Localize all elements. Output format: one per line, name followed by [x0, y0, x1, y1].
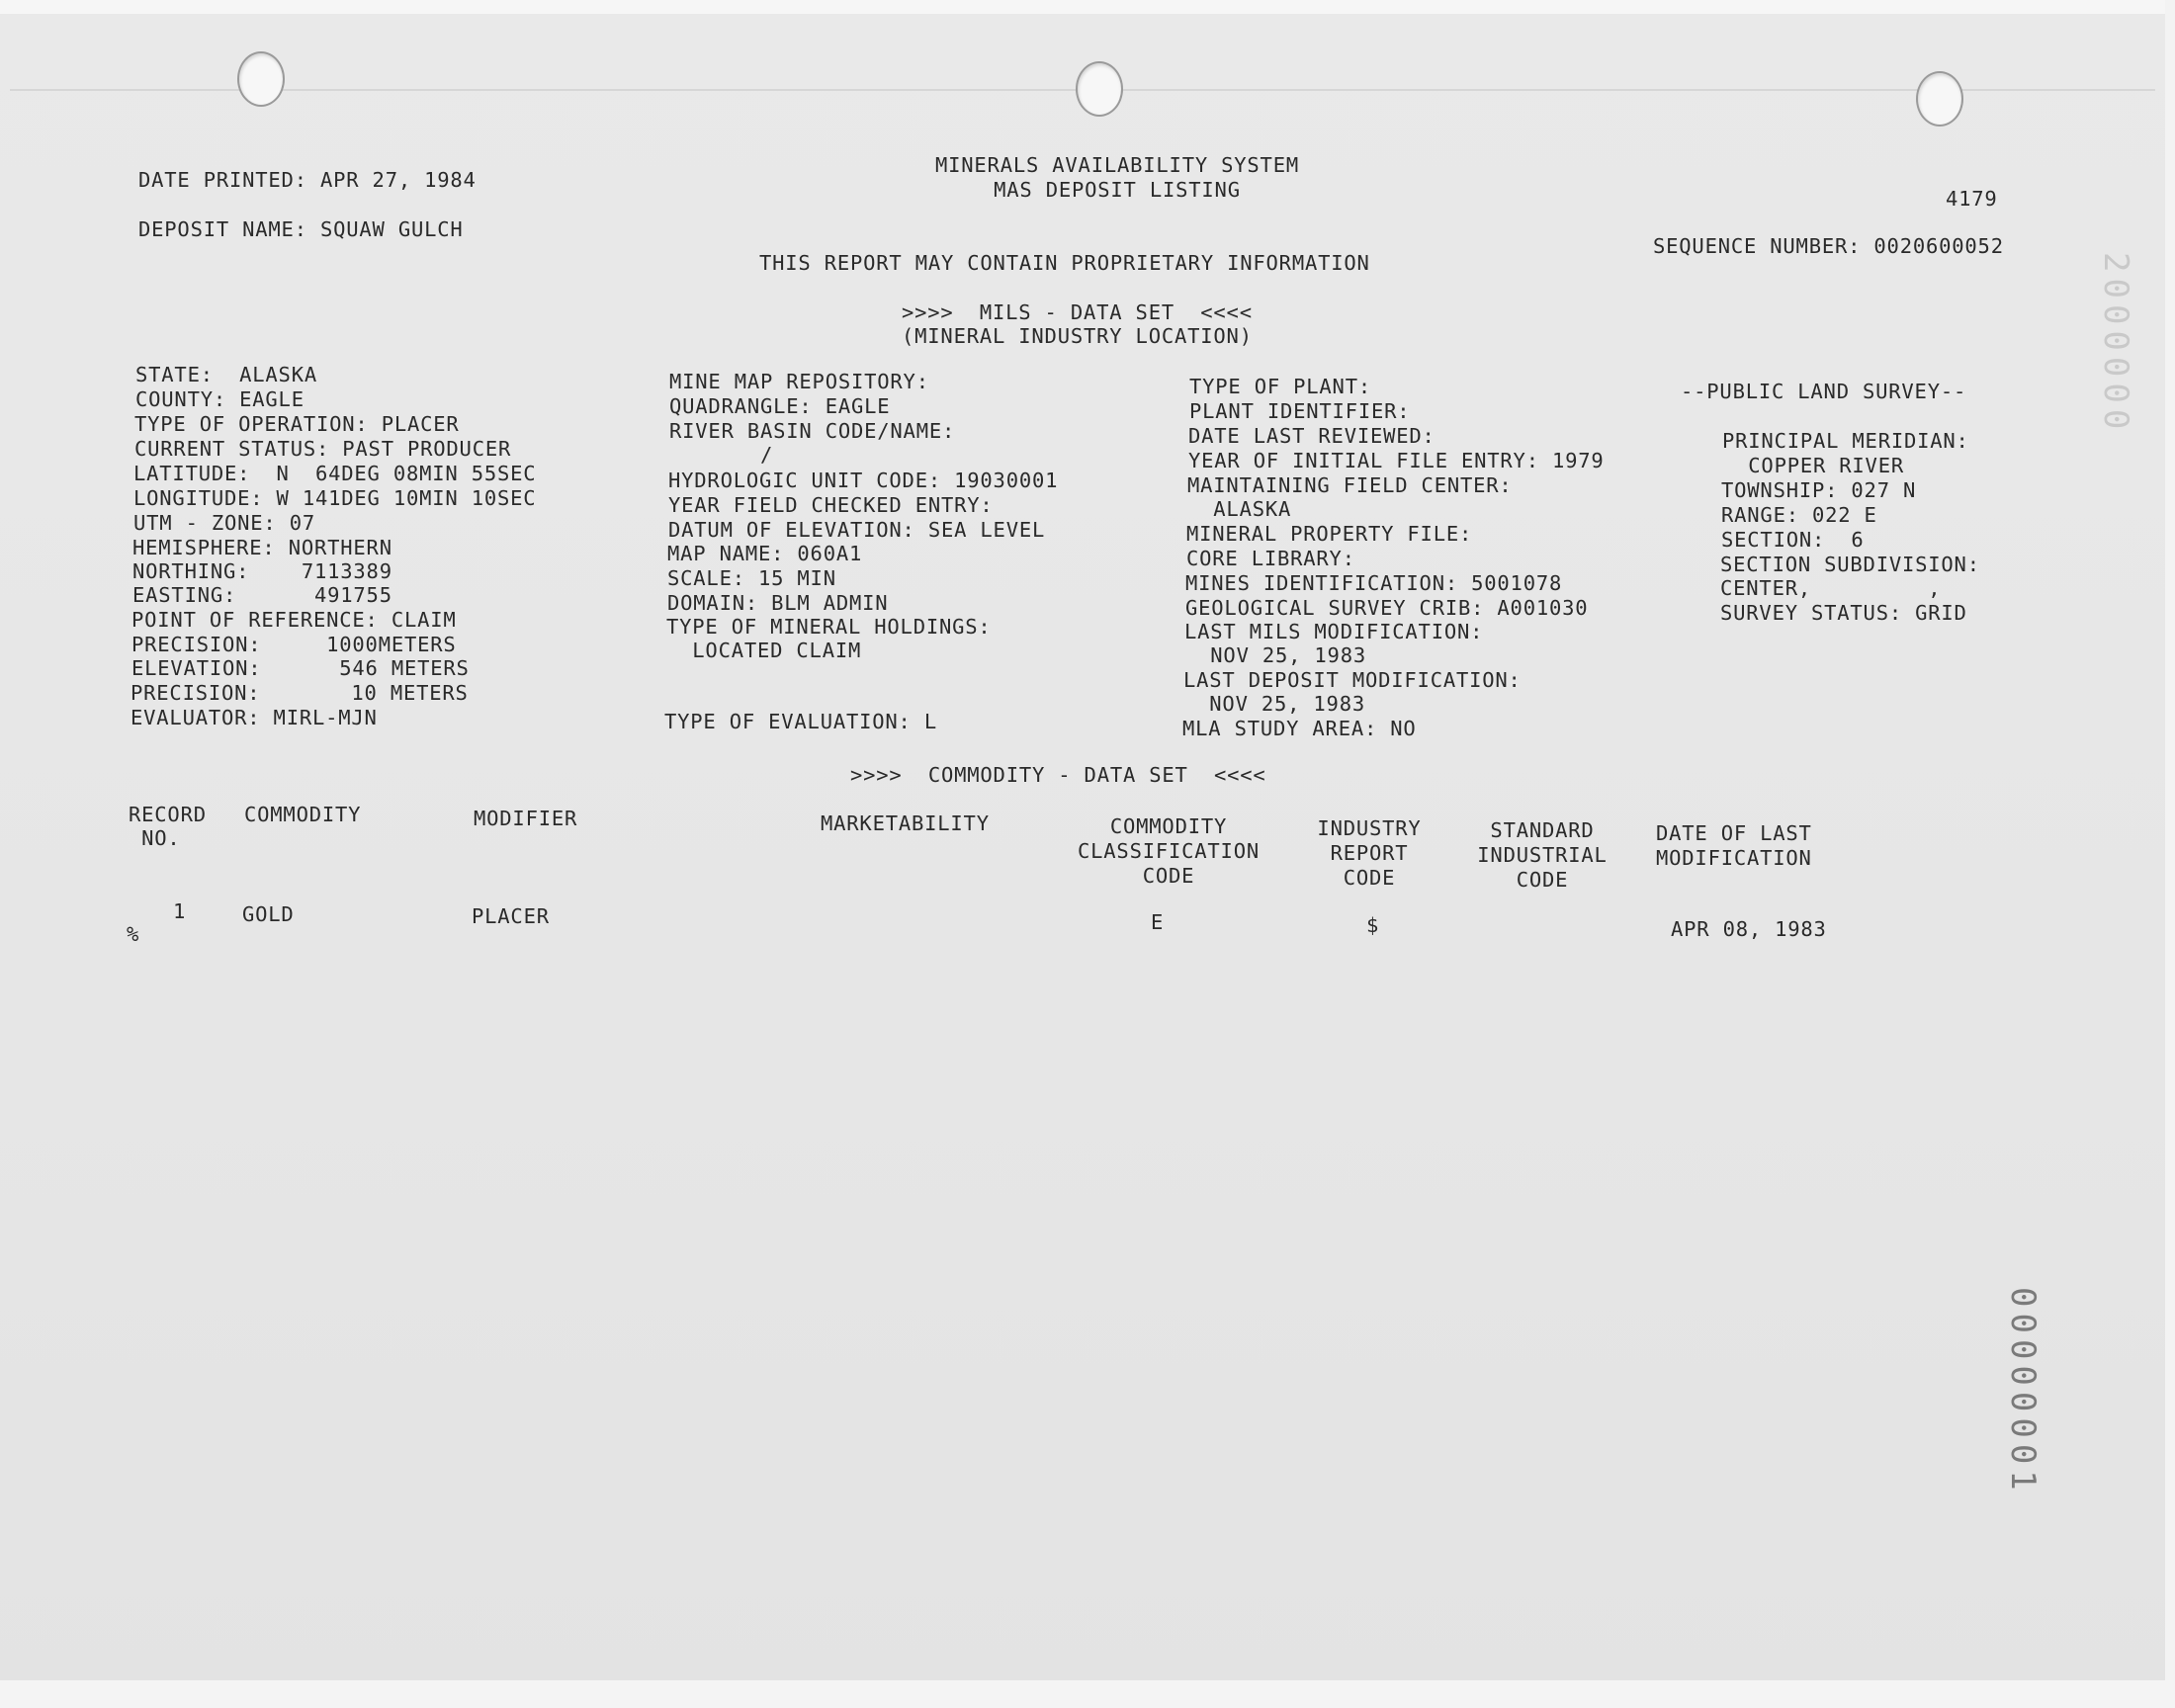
public-land-survey-heading: --PUBLIC LAND SURVEY-- — [1681, 380, 1967, 403]
header-classification-3: CODE — [1142, 864, 1195, 888]
field-mla-study-area: MLA STUDY AREA: NO — [1182, 717, 1417, 740]
header-modifier: MODIFIER — [474, 807, 578, 830]
field-hydrologic-unit-code: HYDROLOGIC UNIT CODE: 19030001 — [668, 469, 1059, 492]
field-point-of-reference: POINT OF REFERENCE: CLAIM — [131, 608, 457, 632]
paper-right-edge — [2165, 0, 2175, 1708]
field-maintaining-field-center: MAINTAINING FIELD CENTER: — [1187, 473, 1513, 497]
field-mines-identification: MINES IDENTIFICATION: 5001078 — [1185, 571, 1563, 595]
field-year-field-checked: YEAR FIELD CHECKED ENTRY: — [668, 493, 994, 517]
field-datum-of-elevation: DATUM OF ELEVATION: SEA LEVEL — [668, 518, 1046, 542]
field-precision-location: PRECISION: 1000METERS — [131, 633, 457, 656]
row-date: APR 08, 1983 — [1671, 917, 1827, 941]
field-river-basin: RIVER BASIN CODE/NAME: — [669, 419, 956, 443]
row-record-no: 1 — [173, 899, 187, 923]
field-type-of-mineral-holdings: TYPE OF MINERAL HOLDINGS: — [666, 615, 992, 639]
field-hemisphere: HEMISPHERE: NORTHERN — [132, 536, 392, 559]
field-year-initial-file-entry: YEAR OF INITIAL FILE ENTRY: 1979 — [1188, 449, 1605, 472]
field-subdivision-value: CENTER, , — [1720, 576, 1942, 600]
field-principal-meridian: PRINCIPAL MERIDIAN: — [1722, 429, 1969, 453]
date-printed: DATE PRINTED: APR 27, 1984 — [138, 168, 477, 192]
header-industry-2: REPORT — [1330, 841, 1409, 865]
field-type-of-operation: TYPE OF OPERATION: PLACER — [134, 412, 460, 436]
field-plant-identifier: PLANT IDENTIFIER: — [1189, 399, 1411, 423]
header-record: RECORD — [129, 803, 207, 826]
field-field-center-value: ALASKA — [1187, 497, 1292, 521]
field-meridian-value: COPPER RIVER — [1722, 454, 1904, 477]
row-modifier: PLACER — [472, 904, 550, 928]
field-last-deposit-modification: LAST DEPOSIT MODIFICATION: — [1183, 668, 1522, 692]
mils-heading: >>>> MILS - DATA SET <<<< — [902, 300, 1253, 324]
header-standard-1: STANDARD — [1490, 818, 1595, 842]
field-elevation: ELEVATION: 546 METERS — [131, 656, 470, 680]
proprietary-notice: THIS REPORT MAY CONTAIN PROPRIETARY INFORMATION — [759, 251, 1370, 275]
field-scale: SCALE: 15 MIN — [667, 566, 836, 590]
field-last-deposit-date: NOV 25, 1983 — [1183, 692, 1365, 716]
paper-bottom-edge — [0, 1680, 2175, 1708]
field-precision-elevation: PRECISION: 10 METERS — [130, 681, 469, 705]
field-section-subdivision: SECTION SUBDIVISION: — [1720, 553, 1980, 576]
header-industry-3: CODE — [1343, 866, 1396, 890]
field-latitude: LATITUDE: N 64DEG 08MIN 55SEC — [133, 462, 537, 485]
header-date-2: MODIFICATION — [1656, 846, 1812, 870]
sequence-number: SEQUENCE NUMBER: 0020600052 — [1653, 234, 2004, 258]
stamp-vertical-bottom: 00000001 — [2003, 1287, 2043, 1496]
field-current-status: CURRENT STATUS: PAST PRODUCER — [134, 437, 512, 461]
field-quadrangle: QUADRANGLE: EAGLE — [669, 394, 891, 418]
field-last-mils-date: NOV 25, 1983 — [1184, 643, 1366, 667]
field-domain: DOMAIN: BLM ADMIN — [667, 591, 889, 615]
row-industry: $ — [1366, 913, 1380, 937]
deposit-name: DEPOSIT NAME: SQUAW GULCH — [138, 217, 464, 241]
field-section: SECTION: 6 — [1721, 528, 1865, 552]
field-longitude: LONGITUDE: W 141DEG 10MIN 10SEC — [133, 486, 537, 510]
field-northing: NORTHING: 7113389 — [132, 559, 392, 583]
field-state: STATE: ALASKA — [135, 363, 317, 386]
header-marketability: MARKETABILITY — [821, 811, 990, 835]
field-date-last-reviewed: DATE LAST REVIEWED: — [1188, 424, 1436, 448]
listing-title: MAS DEPOSIT LISTING — [994, 178, 1241, 202]
system-title: MINERALS AVAILABILITY SYSTEM — [935, 153, 1299, 177]
field-evaluator: EVALUATOR: MIRL-MJN — [130, 706, 378, 729]
field-easting: EASTING: 491755 — [132, 583, 392, 607]
field-last-mils-modification: LAST MILS MODIFICATION: — [1184, 620, 1484, 643]
row-marker: % — [127, 922, 140, 946]
punch-hole-center — [1076, 61, 1123, 117]
page-number: 4179 — [1946, 187, 1998, 211]
field-type-of-evaluation: TYPE OF EVALUATION: L — [664, 710, 937, 733]
field-mine-map-repository: MINE MAP REPOSITORY: — [669, 370, 929, 393]
header-classification-1: COMMODITY — [1109, 814, 1228, 838]
header-standard-2: INDUSTRIAL — [1477, 843, 1608, 867]
field-core-library: CORE LIBRARY: — [1186, 547, 1355, 570]
field-map-name: MAP NAME: 060A1 — [667, 542, 863, 565]
field-range: RANGE: 022 E — [1721, 503, 1877, 527]
paper-top-edge — [0, 0, 2175, 14]
field-utm-zone: UTM - ZONE: 07 — [133, 511, 315, 535]
mils-subheading: (MINERAL INDUSTRY LOCATION) — [902, 324, 1253, 348]
punch-hole-right — [1916, 71, 1963, 127]
field-type-of-plant: TYPE OF PLANT: — [1189, 375, 1371, 398]
header-standard-3: CODE — [1516, 868, 1569, 892]
field-county: COUNTY: EAGLE — [135, 387, 304, 411]
punch-hole-left — [237, 51, 285, 107]
header-commodity: COMMODITY — [244, 803, 362, 826]
field-township: TOWNSHIP: 027 N — [1721, 478, 1917, 502]
header-classification-2: CLASSIFICATION — [1078, 839, 1260, 863]
field-geological-survey-crib: GEOLOGICAL SURVEY CRIB: A001030 — [1185, 596, 1589, 620]
row-classification: E — [1151, 910, 1165, 934]
field-survey-status: SURVEY STATUS: GRID — [1720, 601, 1967, 625]
commodity-heading: >>>> COMMODITY - DATA SET <<<< — [850, 763, 1266, 787]
header-industry-1: INDUSTRY — [1317, 816, 1422, 840]
row-commodity: GOLD — [242, 902, 295, 926]
header-record-no: NO. — [129, 826, 181, 850]
stamp-vertical-top: 2000000 — [2096, 252, 2135, 436]
field-river-basin-value: / — [669, 443, 774, 467]
field-mineral-property-file: MINERAL PROPERTY FILE: — [1186, 522, 1473, 546]
header-date-1: DATE OF LAST — [1656, 821, 1812, 845]
field-mineral-holdings-value: LOCATED CLAIM — [666, 639, 862, 662]
